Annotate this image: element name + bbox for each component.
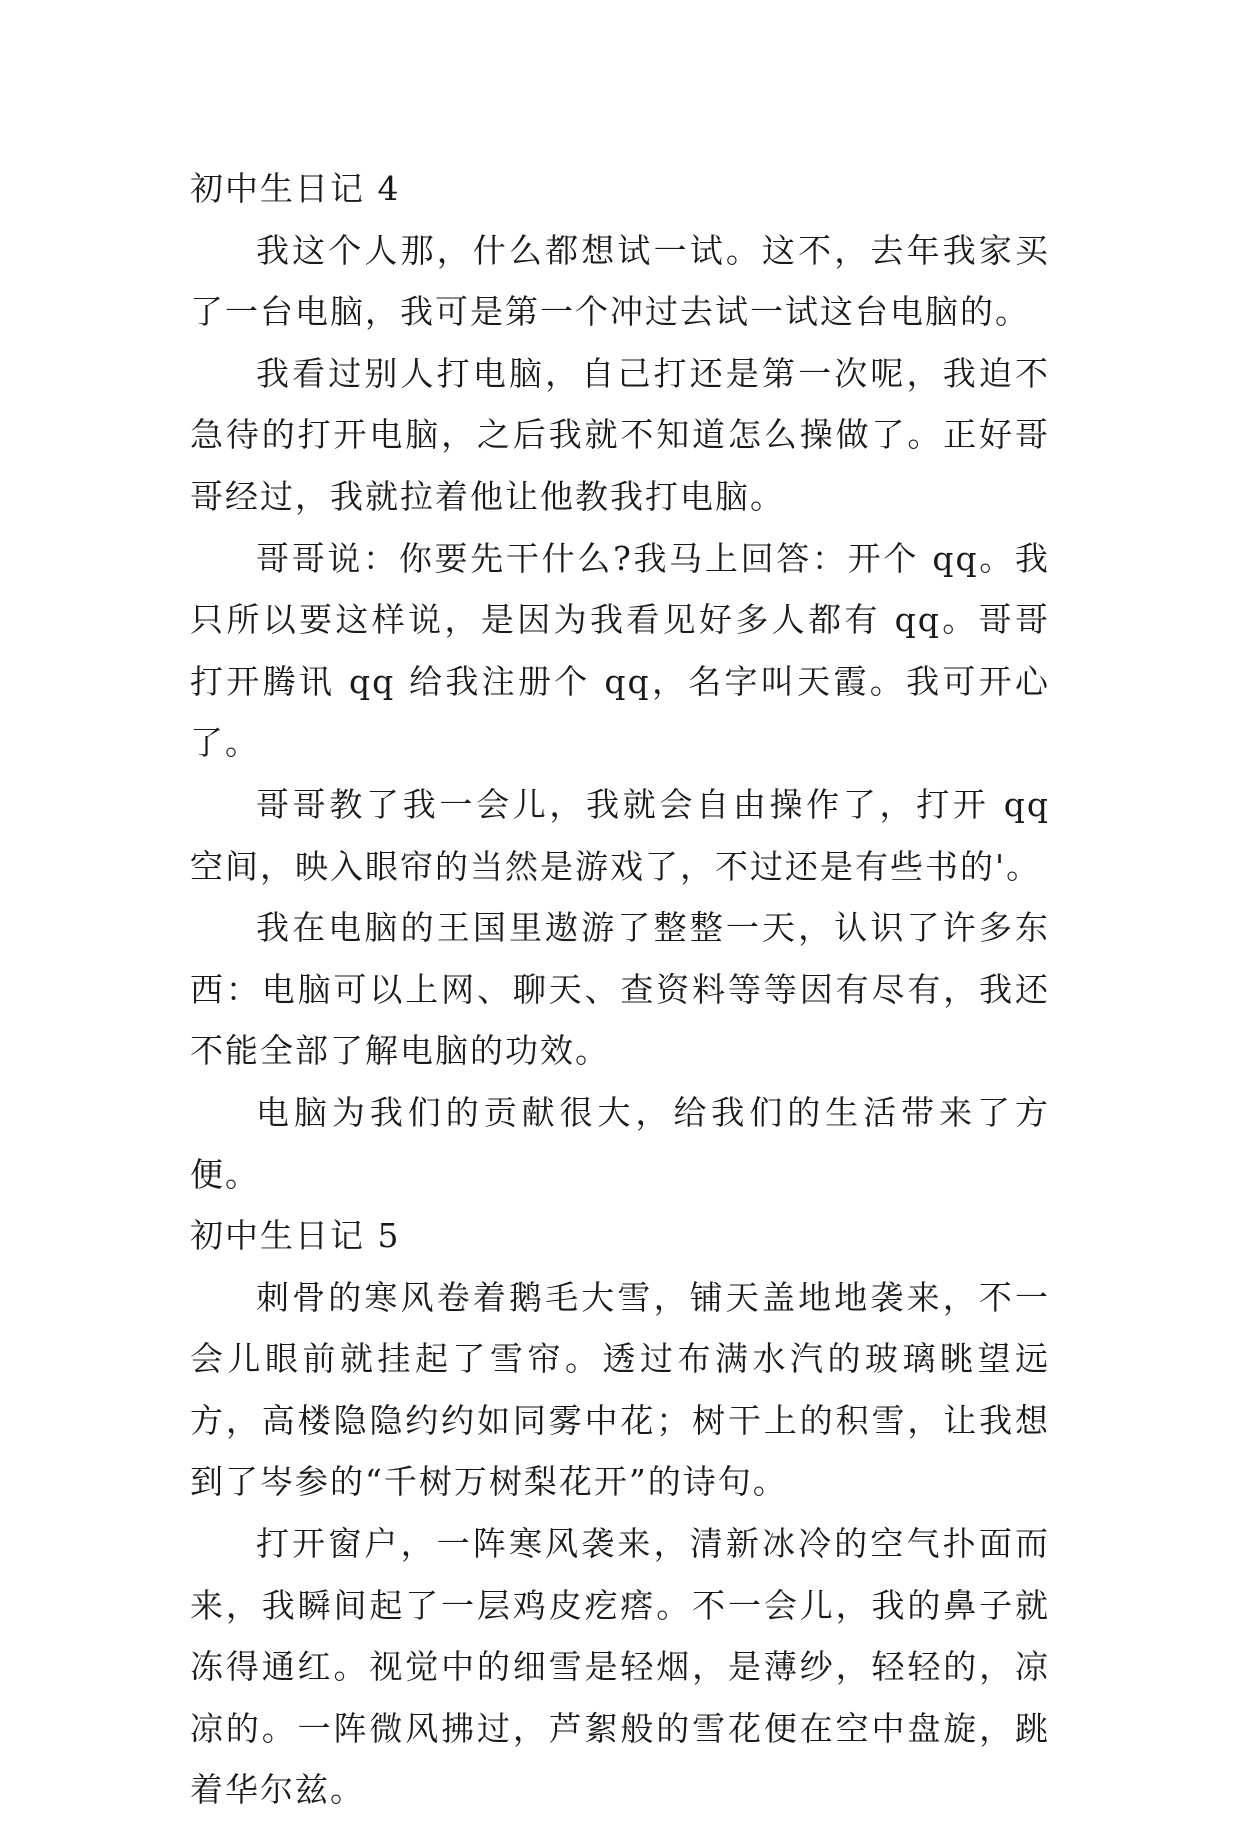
entry-title: 初中生日记 4 (190, 169, 401, 208)
diary-entry-4 (190, 158, 1050, 1205)
diary-entry-5 (190, 1205, 1050, 1821)
paragraph: 我在电脑的王国里遨游了整整一天，认识了许多东西：电脑可以上网、聊天、查资料等等因有尽有，我还不能全部了解电脑的功效。 (190, 908, 1050, 1071)
paragraph: 打开窗户，一阵寒风袭来，清新冰冷的空气扑面而来，我瞬间起了一层鸡皮疙瘩。不一会儿，我的鼻子就冻得通红。视觉中的细雪是轻烟，是薄纱，轻轻的，凉凉的。一阵微风拂过，芦絮般的雪花便在空中盘旋，跳着华尔兹。 (190, 1524, 1050, 1810)
paragraph: 电脑为我们的贡献很大，给我们的生活带来了方便。 (190, 1092, 1050, 1194)
paragraph: 我看过别人打电脑，自己打还是第一次呢，我迫不急待的打开电脑，之后我就不知道怎么操做了。正好哥哥经过，我就拉着他让他教我打电脑。 (190, 353, 1050, 516)
paragraph: 哥哥教了我一会儿，我就会自由操作了，打开 qq 空间，映入眼帘的当然是游戏了，不过还是有些书的'。 (190, 784, 1050, 886)
paragraph: 刺骨的寒风卷着鹅毛大雪，铺天盖地地袭来，不一会儿眼前就挂起了雪帘。透过布满水汽的玻璃眺望远方，高楼隐隐约约如同雾中花；树干上的积雪，让我想到了岑参的“千树万树梨花开”的诗句。 (190, 1277, 1050, 1502)
paragraph: 哥哥说：你要先干什么?我马上回答：开个 qq。我只所以要这样说，是因为我看见好多人都有 qq。哥哥打开腾讯 qq 给我注册个 qq，名字叫天霞。我可开心了。 (190, 538, 1050, 763)
paragraph: 我这个人那，什么都想试一试。这不，去年我家买了一台电脑，我可是第一个冲过去试一试这台电脑的。 (190, 230, 1050, 332)
document-body (190, 158, 1050, 1821)
entry-title: 初中生日记 5 (190, 1216, 401, 1256)
